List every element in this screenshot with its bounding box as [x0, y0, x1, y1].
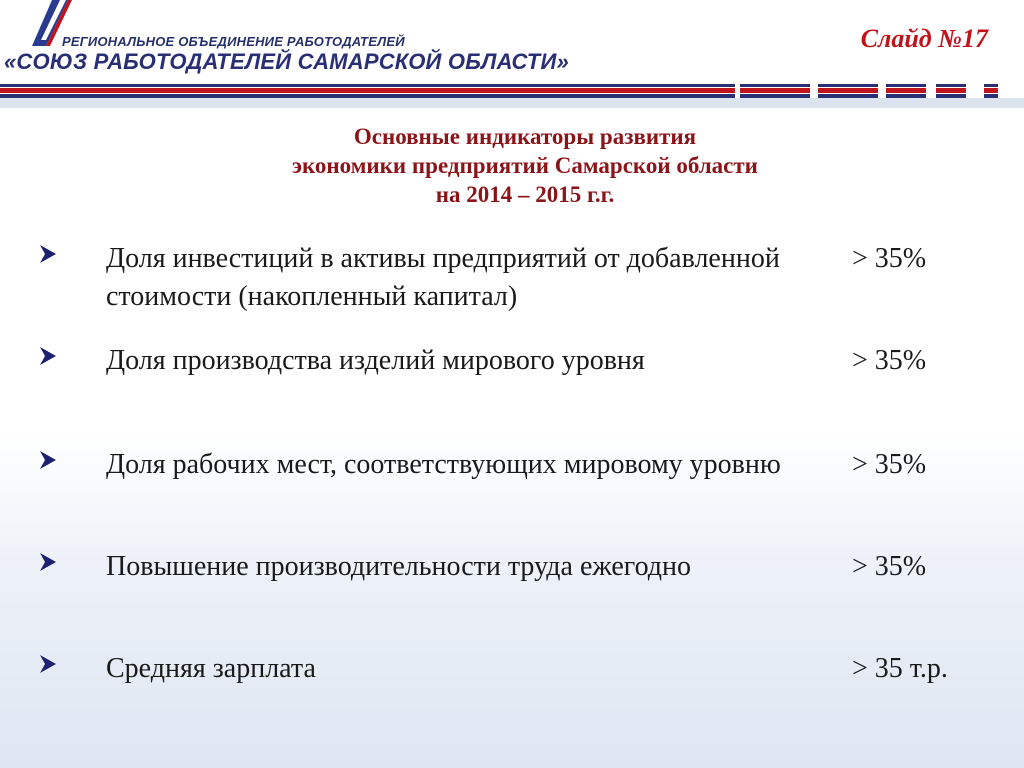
arrow-bullet-icon: [36, 242, 60, 266]
arrow-bullet-icon: [36, 652, 60, 676]
slide-number: Слайд №17: [860, 24, 988, 53]
slide-title: [0, 122, 1024, 209]
indicator-label: Доля производства изделий мирового уровня: [106, 345, 645, 376]
arrow-bullet-icon: [36, 448, 60, 472]
indicator-value: > 35 т.р.: [852, 653, 948, 684]
title-line-1: Основные индикаторы развития: [353, 124, 697, 149]
arrow-bullet-icon: [36, 344, 60, 368]
indicator-label: Доля рабочих мест, соответствующих мировому уровню: [106, 449, 781, 480]
indicator-label: Средняя зарплата: [106, 653, 316, 684]
indicator-value: > 35%: [852, 243, 927, 274]
title-line-3: на 2014 – 2015 г.г.: [435, 182, 615, 207]
indicator-label: Повышение производительности труда ежегодно: [106, 551, 692, 582]
title-line-2: экономики предприятий Самарской области: [292, 153, 758, 178]
indicator-label: Доля инвестиций в активы предприятий от добавленной стоимости (накопленный капитал): [106, 243, 780, 312]
slide-header: [0, 0, 1024, 112]
indicator-value: > 35%: [852, 449, 927, 480]
indicator-value: > 35%: [852, 345, 927, 376]
arrow-bullet-icon: [36, 550, 60, 574]
org-name: «СОЮЗ РАБОТОДАТЕЛЕЙ САМАРСКОЙ ОБЛАСТИ»: [4, 49, 569, 74]
header-stripe-band: [0, 84, 1024, 108]
indicator-value: > 35%: [852, 551, 927, 582]
org-subtitle: РЕГИОНАЛЬНОЕ ОБЪЕДИНЕНИЕ РАБОТОДАТЕЛЕЙ: [62, 34, 405, 49]
